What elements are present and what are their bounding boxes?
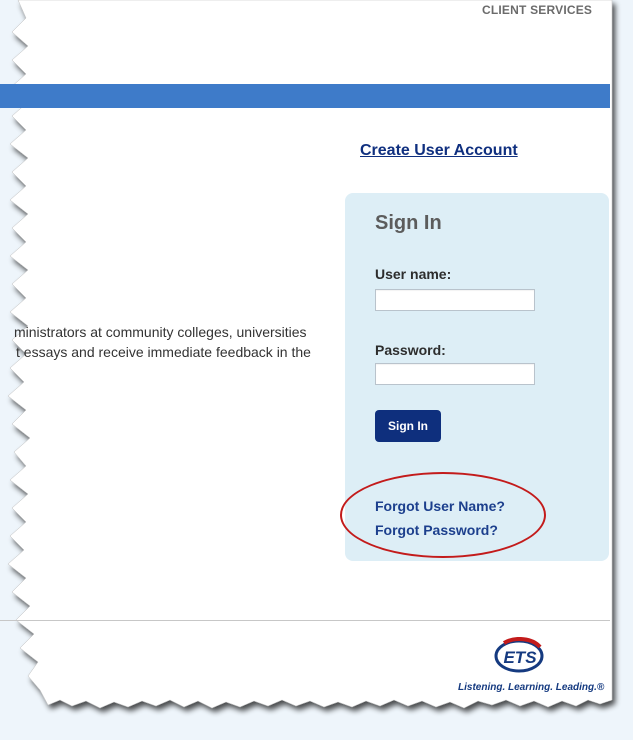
intro-line: ministrators at community colleges, universities xyxy=(14,324,307,340)
signin-title: Sign In xyxy=(375,212,442,234)
password-input[interactable] xyxy=(375,363,535,385)
client-services-link[interactable]: CLIENT SERVICES xyxy=(482,3,593,17)
highlight-oval xyxy=(340,472,546,558)
intro-text xyxy=(0,322,330,362)
signin-button[interactable]: Sign In xyxy=(375,410,441,442)
ets-tagline: Listening. Learning. Leading.® xyxy=(458,682,605,693)
password-label: Password: xyxy=(375,342,446,358)
ets-logo xyxy=(494,637,548,673)
footer-divider xyxy=(0,620,610,621)
forgot-username-link[interactable]: Forgot User Name? xyxy=(375,498,505,514)
intro-line: t essays and receive immediate feedback in the xyxy=(16,344,311,360)
forgot-password-link[interactable]: Forgot Password? xyxy=(375,522,498,538)
username-label: User name: xyxy=(375,266,452,282)
username-input[interactable] xyxy=(375,289,535,311)
ets-logo-text: ETS xyxy=(503,648,537,667)
nav-bar xyxy=(0,84,610,108)
create-user-account-link[interactable]: Create User Account xyxy=(360,142,518,159)
